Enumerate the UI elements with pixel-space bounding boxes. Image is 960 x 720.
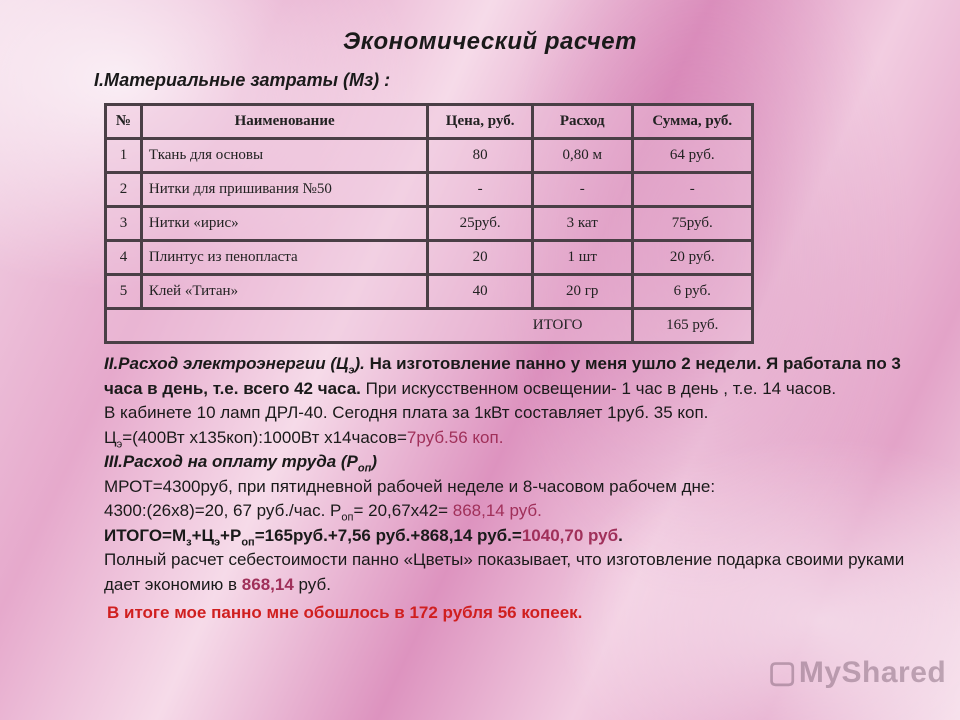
table-total-row — [106, 309, 753, 343]
cell-consumption: 1 шт — [532, 241, 632, 275]
cell-sum: 6 руб. — [632, 275, 753, 309]
header-price: Цена, руб. — [428, 105, 533, 139]
cell-number: 5 — [106, 275, 142, 309]
cell-consumption: 0,80 м — [532, 139, 632, 173]
labor-calc-line: 4300:(26х8)=20, 67 руб./час. $Р_{оп}= 20,67х42= 868,14$ руб. — [104, 501, 542, 524]
table-row — [106, 173, 753, 207]
cell-sum: 20 руб. — [632, 241, 753, 275]
table-header-row — [106, 105, 753, 139]
cell-number: 3 — [106, 207, 142, 241]
watermark: ▢MyShared — [768, 656, 947, 689]
cell-number: 4 — [106, 241, 142, 275]
header-number: № — [106, 105, 142, 139]
table-row — [106, 207, 753, 241]
table-row — [106, 139, 753, 173]
labor-result: 868,14 руб. — [452, 501, 542, 520]
grand-total-line: $ИТОГО=М_з+Ц_э+Р_{оп}=165руб.+7,56$ руб.+868,14 руб.=1040,70 руб. — [104, 525, 623, 548]
cell-price: 20 — [428, 241, 533, 275]
cell-consumption: 3 кат — [532, 207, 632, 241]
labor-heading: III.Расход на оплату труда $(Р_{оп})$ — [104, 452, 378, 475]
final-conclusion: В итоге мое панно мне обошлось в 172 рубля 56 копеек. — [107, 603, 583, 622]
cell-sum: - — [632, 173, 753, 207]
grand-total-result: 1040,70 руб — [521, 525, 619, 545]
cell-price: 80 — [428, 139, 533, 173]
cell-number: 2 — [106, 173, 142, 207]
material-costs-table — [104, 103, 754, 344]
cell-price: - — [428, 173, 533, 207]
cell-name: Клей «Титан» — [141, 275, 427, 309]
cell-name: Ткань для основы — [141, 139, 427, 173]
electricity-rest-text: При искусственном освещении- 1 час в день , т.е. 14 часов. — [360, 378, 837, 398]
page-title: Экономический расчет — [343, 28, 637, 55]
savings-paragraph: Полный расчет себестоимости панно «Цветы» показывает, что изготовление подарка своими руками дает экономию в 868,14 руб. — [104, 550, 905, 594]
table-row — [106, 275, 753, 309]
electricity-bold-text: На изготовление панно у меня ушло 2 недели. Я работала по 3 часа в день, т.е. всего 42 часа. — [104, 354, 901, 398]
electricity-formula: $Ц_э=(400Вт$ х135коп):1000Вт х14часов=7руб.56 коп. — [104, 427, 504, 450]
cell-consumption: 20 гр — [532, 275, 632, 309]
total-value: 165 руб. — [632, 309, 753, 343]
cell-price: 40 — [428, 275, 533, 309]
header-consumption: Расход — [532, 105, 632, 139]
cell-price: 25руб. — [428, 207, 533, 241]
cell-sum: 75руб. — [632, 207, 753, 241]
table-row — [106, 241, 753, 275]
savings-value: 868,14 — [241, 574, 294, 594]
cell-consumption: - — [532, 173, 632, 207]
watermark-logo-icon: ▢ — [768, 656, 797, 689]
electricity-paragraph — [104, 352, 914, 401]
header-sum: Сумма, руб. — [632, 105, 753, 139]
lamps-line: В кабинете 10 ламп ДРЛ-40. Сегодня плата за 1кВт составляет 1руб. 35 коп. — [104, 403, 709, 422]
cell-number: 1 — [106, 139, 142, 173]
cell-sum: 64 руб. — [632, 139, 753, 173]
section-material-costs-heading: I.Материальные затраты (Мз) : — [94, 70, 391, 90]
electricity-heading: II.Расход электроэнергии $(Ц_э)$. — [104, 354, 365, 377]
cell-name: Нитки для пришивания №50 — [141, 173, 427, 207]
cell-name: Нитки «ирис» — [141, 207, 427, 241]
header-name: Наименование — [141, 105, 427, 139]
calculation-text — [104, 352, 914, 626]
electricity-result: 7руб.56 коп. — [406, 427, 504, 447]
mrot-line: МРОТ=4300руб, при пятидневной рабочей неделе и 8-часовом рабочем дне: — [104, 476, 716, 496]
total-label: ИТОГО — [106, 309, 633, 343]
cell-name: Плинтус из пенопласта — [141, 241, 427, 275]
